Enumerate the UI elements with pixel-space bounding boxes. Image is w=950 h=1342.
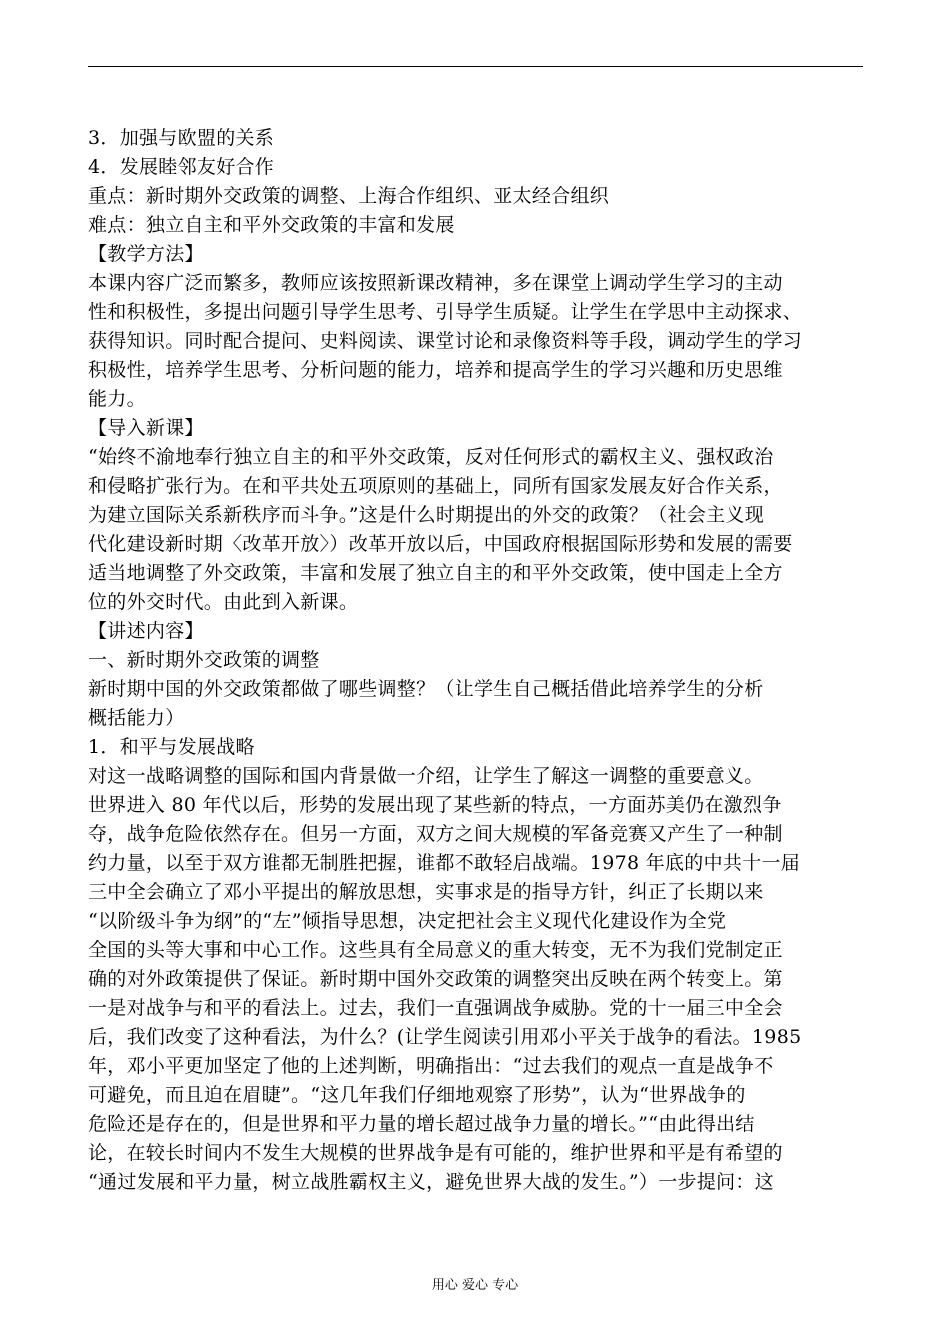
text-line: 三中全会确立了邓小平提出的解放思想，实事求是的指导方针，纠正了长期以来: [88, 881, 764, 903]
text-line: 新时期中国的外交政策都做了哪些调整？（让学生自己概括借此培养学生的分析: [88, 678, 764, 700]
document-body: [88, 124, 863, 1197]
text-line: 获得知识。同时配合提问、史料阅读、课堂讨论和录像资料等手段，调动学生的学习: [88, 330, 803, 352]
text-line: 3．加强与欧盟的关系: [88, 127, 275, 149]
text-line: 4．发展睦邻友好合作: [88, 156, 275, 178]
text-line: 本课内容广泛而繁多，教师应该按照新课改精神，多在课堂上调动学生学习的主动: [88, 272, 783, 294]
text-line: 难点：独立自主和平外交政策的丰富和发展: [88, 214, 455, 236]
text-line: 年，邓小平更加坚定了他的上述判断，明确指出：“过去我们的观点一直是战争不: [88, 1055, 774, 1077]
text-line: 和侵略扩张行为。在和平共处五项原则的基础上，同所有国家发展友好合作关系，: [88, 475, 783, 497]
text-line: “以阶级斗争为纲”的“左”倾指导思想，决定把社会主义现代化建设作为全党: [88, 910, 727, 932]
text-line: 1．和平与发展战略: [88, 736, 255, 758]
text-line: 重点：新时期外交政策的调整、上海合作组织、亚太经合组织: [88, 185, 610, 207]
text-line: 适当地调整了外交政策，丰富和发展了独立自主的和平外交政策，使中国走上全方: [88, 562, 783, 584]
text-line: 能力。: [88, 388, 146, 410]
text-line: 对这一战略调整的国际和国内背景做一介绍，让学生了解这一调整的重要意义。: [88, 765, 764, 787]
page-footer: 用心 爱心 专心: [431, 1278, 519, 1293]
text-line: 确的对外政策提供了保证。新时期中国外交政策的调整突出反映在两个转变上。第: [88, 968, 783, 990]
text-line: 可避免，而且迫在眉睫”。“这几年我们仔细地观察了形势”，认为“世界战争的: [88, 1084, 746, 1106]
text-line: 夺，战争危险依然存在。但另一方面，双方之间大规模的军备竞赛又产生了一种制: [88, 823, 783, 845]
text-line: 全国的头等大事和中心工作。这些具有全局意义的重大转变，无不为我们党制定正: [88, 939, 783, 961]
text-line: 性和积极性，多提出问题引导学生思考、引导学生质疑。让学生在学思中主动探求、: [88, 301, 803, 323]
text-line: 一、新时期外交政策的调整: [88, 649, 320, 671]
text-line: 一是对战争与和平的看法上。过去，我们一直强调战争威胁。党的十一届三中全会: [88, 997, 783, 1019]
text-line: 代化建设新时期〈改革开放〉）改革开放以后，中国政府根据国际形势和发展的需要: [88, 533, 793, 555]
text-line: “通过发展和平力量，树立战胜霸权主义，避免世界大战的发生。”）一步提问：这: [88, 1171, 775, 1193]
text-line: 位的外交时代。由此到入新课。: [88, 591, 359, 613]
section-heading: 【教学方法】: [88, 243, 204, 265]
text-line: 为建立国际关系新秩序而斗争。”这是什么时期提出的外交的政策？（社会主义现: [88, 504, 765, 526]
text-line: 后，我们改变了这种看法，为什么？(让学生阅读引用邓小平关于战争的看法。1985: [88, 1026, 802, 1048]
text-line: 论，在较长时间内不发生大规模的世界战争是有可能的，维护世界和平是有希望的: [88, 1142, 783, 1164]
text-line: 概括能力）: [88, 707, 185, 729]
header-rule: [88, 66, 863, 67]
text-line: 危险还是存在的，但是世界和平力量的增长超过战争力量的增长。”“由此得出结: [88, 1113, 755, 1135]
text-line: 约力量，以至于双方谁都无制胜把握，谁都不敢轻启战端。1978 年底的中共十一届: [88, 852, 801, 874]
section-heading: 【讲述内容】: [88, 620, 204, 642]
section-heading: 【导入新课】: [88, 417, 204, 439]
text-line: “始终不渝地奉行独立自主的和平外交政策，反对任何形式的霸权主义、强权政治: [88, 446, 774, 468]
text-line: 积极性，培养学生思考、分析问题的能力，培养和提高学生的学习兴趣和历史思维: [88, 359, 783, 381]
text-line: 世界进入 80 年代以后，形势的发展出现了某些新的特点，一方面苏美仍在激烈争: [88, 794, 782, 816]
